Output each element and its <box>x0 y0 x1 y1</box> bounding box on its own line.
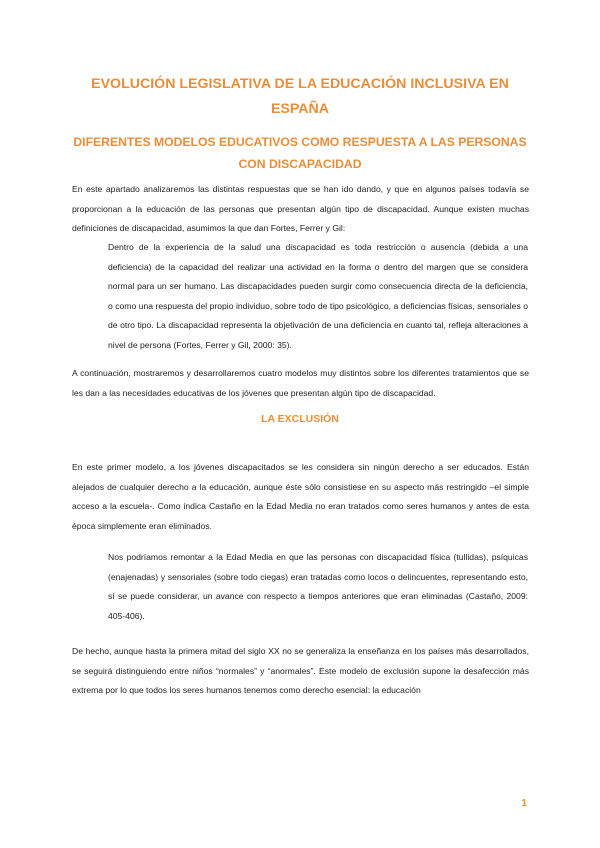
definition-quote: Dentro de la experiencia de la salud una discapacidad es toda restricción o ausencia (debida a una deficiencia) de la capacidad del realizar una actividad en la forma o dentro del margen que se considera normal para un ser humano. Las discapacidades pueden surgir como consecuencia directa de la deficiencia, o como una respuesta del propio individuo, sobre todo de tipo psicológico, a deficiencias físicas, sensoriales o de otro tipo. La discapacidad representa la objetivación de una deficiencia en cuanto tal, refleja alteraciones a nivel de persona (Fortes, Ferrer y Gil, 2000: 35). <box>108 242 528 350</box>
page-title: EVOLUCIÓN LEGISLATIVA DE LA EDUCACIÓN INCLUSIVA EN ESPAÑA <box>91 76 509 117</box>
exclusion-paragraph: En este primer modelo, a los jóvenes discapacitados se les considera sin ningún derecho a ser educados. Están alejados de cualquier derecho a la educación, aunque éste sólo consistiese en su aspecto más restringido –el simple acceso a la escuela-. Como indica Castaño en la Edad Media no eran tratados como seres humanos y antes de esta época simplemente eran eliminados. <box>72 462 529 531</box>
final-paragraph: De hecho, aunque hasta la primera mitad del siglo XX no se generaliza la enseñanza en los países más desarrollados, se seguirá distinguiendo entre niños “normales” y “anormales”. Este modelo de exclusión supone la desafección más extrema por lo que todos los seres humanos tenemos como derecho esencial: la educación <box>72 646 529 695</box>
section-heading-exclusion: LA EXCLUSIÓN <box>261 413 339 425</box>
castano-quote: Nos podríamos remontar a la Edad Media en que las personas con discapacidad física (tullidas), psíquicas (enajenadas) y sensoriales (sobre todo ciegas) eran tratadas como locos o delincuentes, representando esto, sí se puede considerar, un avance con respecto a tiempos anteriores que eran eliminadas (Castaño, 2009: 405-406). <box>108 552 528 621</box>
intro-paragraph: En este apartado analizaremos las distintas respuestas que se han ido dando, y que en algunos países todavía se proporcionan a la educación de las personas que presentan algún tipo de discapacidad. Aunque existen muchas definiciones de discapacidad, asumimos la que dan Fortes, Ferrer y Gil: <box>72 184 529 233</box>
transition-paragraph: A continuación, mostraremos y desarrollaremos cuatro modelos muy distintos sobre los diferentes tratamientos que se les dan a las necesidades educativas de los jóvenes que presentan algún tipo de discapacidad. <box>72 368 529 398</box>
page-subtitle: DIFERENTES MODELOS EDUCATIVOS COMO RESPUESTA A LAS PERSONAS CON DISCAPACIDAD <box>73 135 527 171</box>
page-number: 1 <box>521 798 527 809</box>
